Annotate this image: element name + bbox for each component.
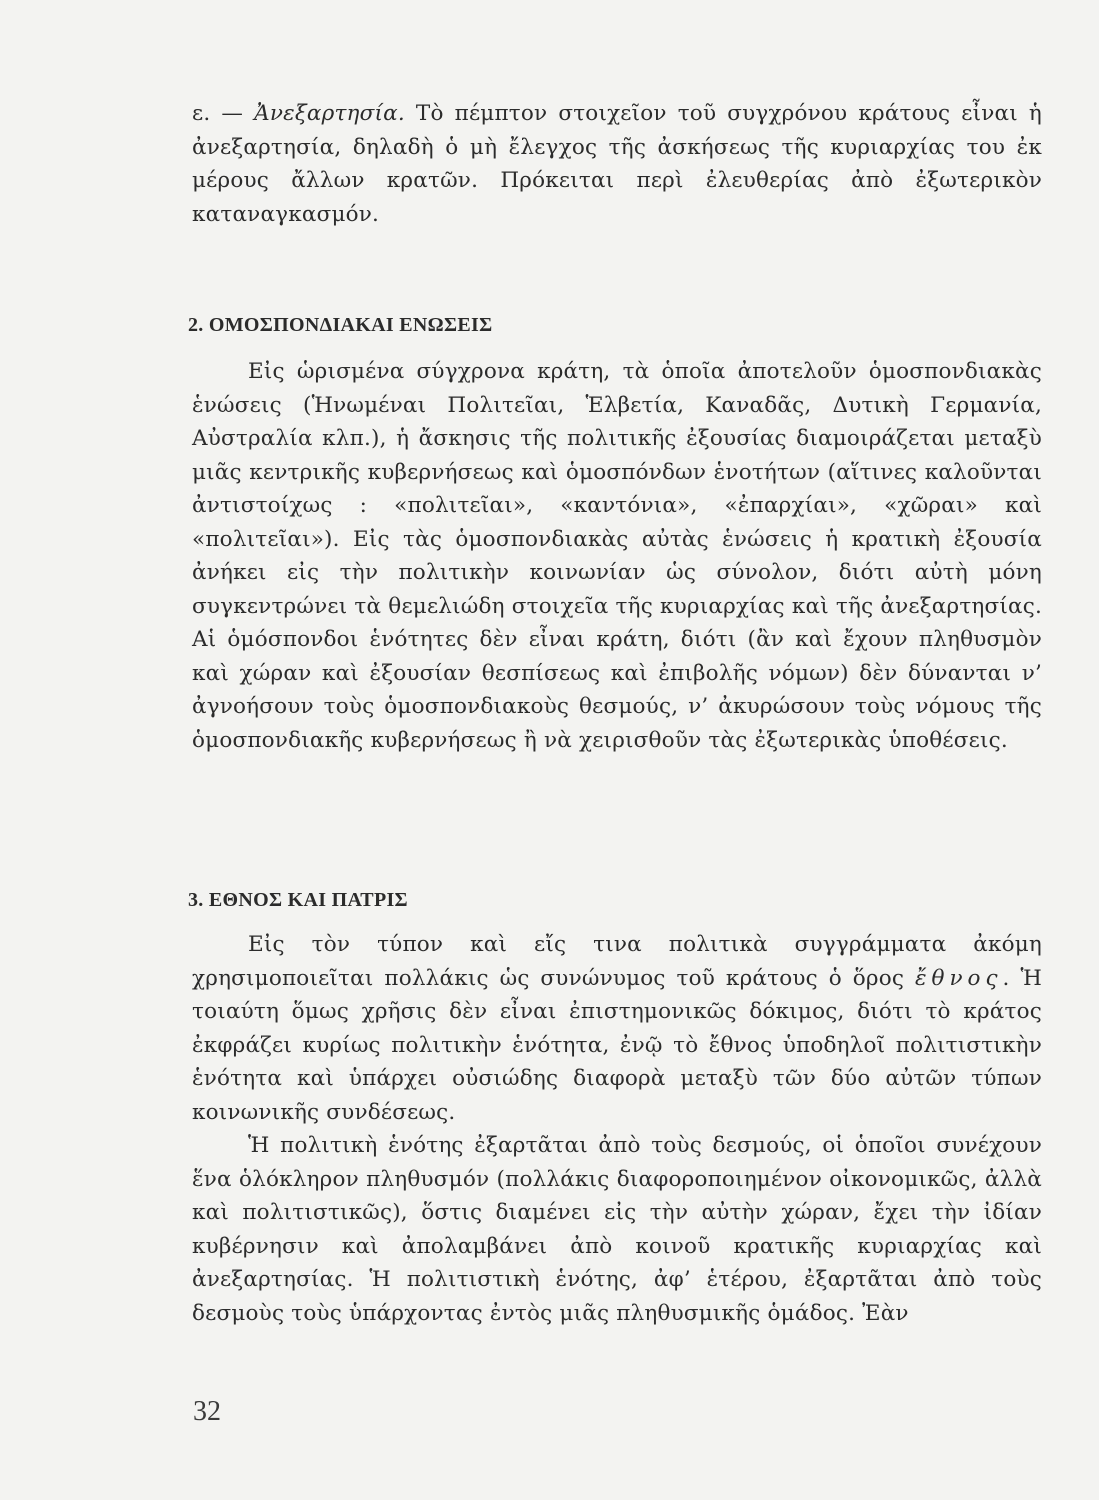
- section-2-text: [192, 355, 1042, 757]
- section-3-paragraph-1: [192, 928, 1042, 1129]
- section-3-p1-term: ἔθνος: [915, 965, 1003, 991]
- section-3-p1-after: . Ἡ τοιαύτη ὅμως χρῆσις δὲν εἶναι ἐπιστημονικῶς δόκιμος, διότι τὸ κράτος ἐκφράζει κυρίως πολιτικὴν ἑνότητα, ἐνῷ τὸ ἔθνος ὑποδηλοῖ πολιτιστικὴν ἑνότητα καὶ ὑπάρχει οὐσιώδης διαφορὰ μεταξὺ τῶν δύο αὐτῶν τύπων κοινωνικῆς συνδέσεως.: [192, 965, 1042, 1125]
- section-e-paragraph: [192, 97, 1042, 231]
- section-2-paragraph: Εἰς ὡρισμένα σύγχρονα κράτη, τὰ ὁποῖα ἀποτελοῦν ὁμοσπονδιακὰς ἑνώσεις (Ἡνωμέναι Πολιτεῖαι, Ἑλβετία, Καναδᾶς, Δυτικὴ Γερμανία, Αὐστραλία κλπ.), ἡ ἄσκησις τῆς πολιτικῆς ἐξουσίας διαμοιράζεται μεταξὺ μιᾶς κεντρικῆς κυβερνήσεως καὶ ὁμοσπόνδων ἑνοτήτων (αἵτινες καλοῦνται ἀντιστοίχως : «πολιτεῖαι», «καντόνια», «ἐπαρχίαι», «χῶραι» καὶ «πολιτεῖαι»). Εἰς τὰς ὁμοσπονδιακὰς αὐτὰς ἑνώσεις ἡ κρατικὴ ἐξουσία ἀνήκει εἰς τὴν πολιτικὴν κοινωνίαν ὡς σύνολον, διότι αὐτὴ μόνη συγκεντρώνει τὰ θεμελιώδη στοιχεῖα τῆς κυριαρχίας καὶ τῆς ἀνεξαρτησίας. Αἱ ὁμόσπονδοι ἑνότητες δὲν εἶναι κράτη, διότι (ἂν καὶ ἔχουν πληθυσμὸν καὶ χώραν καὶ ἐξουσίαν θεσπίσεως καὶ ἐπιβολῆς νόμων) δὲν δύνανται ν’ ἀγνοήσουν τοὺς ὁμοσπονδιακοὺς θεσμούς, ν’ ἀκυρώσουν τοὺς νόμους τῆς ὁμοσπονδιακῆς κυβερνήσεως ἢ νὰ χειρισθοῦν τὰς ἐξωτερικὰς ὑποθέσεις.: [192, 359, 1042, 753]
- section-3-text: [192, 928, 1042, 1330]
- section-e-prefix: ε. —: [192, 101, 255, 126]
- section-e-text: [192, 97, 1042, 231]
- section-2-heading: 2. ΟΜΟΣΠΟΝΔΙΑΚΑΙ ΕΝΩΣΕΙΣ: [188, 314, 493, 336]
- section-3-heading: 3. ΕΘΝΟΣ ΚΑΙ ΠΑΤΡΙΣ: [188, 889, 408, 911]
- section-3-p1-before: Εἰς τὸν τύπον καὶ εἴς τινα πολιτικὰ συγγράμματα ἀκόμη χρησιμοποιεῖται πολλάκις ὡς συνώνυμος τοῦ κράτους ὁ ὅρος: [192, 932, 1042, 991]
- section-3-paragraph-2: Ἡ πολιτικὴ ἑνότης ἐξαρτᾶται ἀπὸ τοὺς δεσμούς, οἱ ὁποῖοι συνέχουν ἕνα ὁλόκληρον πληθυσμόν (πολλάκις διαφοροποιημένον οἰκονομικῶς, ἀλλὰ καὶ πολιτιστικῶς), ὅστις διαμένει εἰς τὴν αὐτὴν χώραν, ἔχει τὴν ἰδίαν κυβέρνησιν καὶ ἀπολαμβάνει ἀπὸ κοινοῦ κρατικῆς κυριαρχίας καὶ ἀνεξαρτησίας. Ἡ πολιτιστικὴ ἑνότης, ἀφ’ ἑτέρου, ἐξαρτᾶται ἀπὸ τοὺς δεσμοὺς τοὺς ὑπάρχοντας ἐντὸς μιᾶς πληθυσμικῆς ὁμάδος. Ἐὰν: [192, 1133, 1042, 1326]
- section-e-title: Ἀνεξαρτησία.: [254, 101, 405, 126]
- section-e-body: Τὸ πέμπτον στοιχεῖον τοῦ συγχρόνου κράτους εἶναι ἡ ἀνεξαρτησία, δηλαδὴ ὁ μὴ ἔλεγχος τῆς ἀσκήσεως τῆς κυριαρχίας του ἐκ μέρους ἄλλων κρατῶν. Πρόκειται περὶ ἐλευθερίας ἀπὸ ἐξωτερικὸν καταναγκασμόν.: [192, 101, 1042, 227]
- page-number: 32: [193, 1396, 221, 1427]
